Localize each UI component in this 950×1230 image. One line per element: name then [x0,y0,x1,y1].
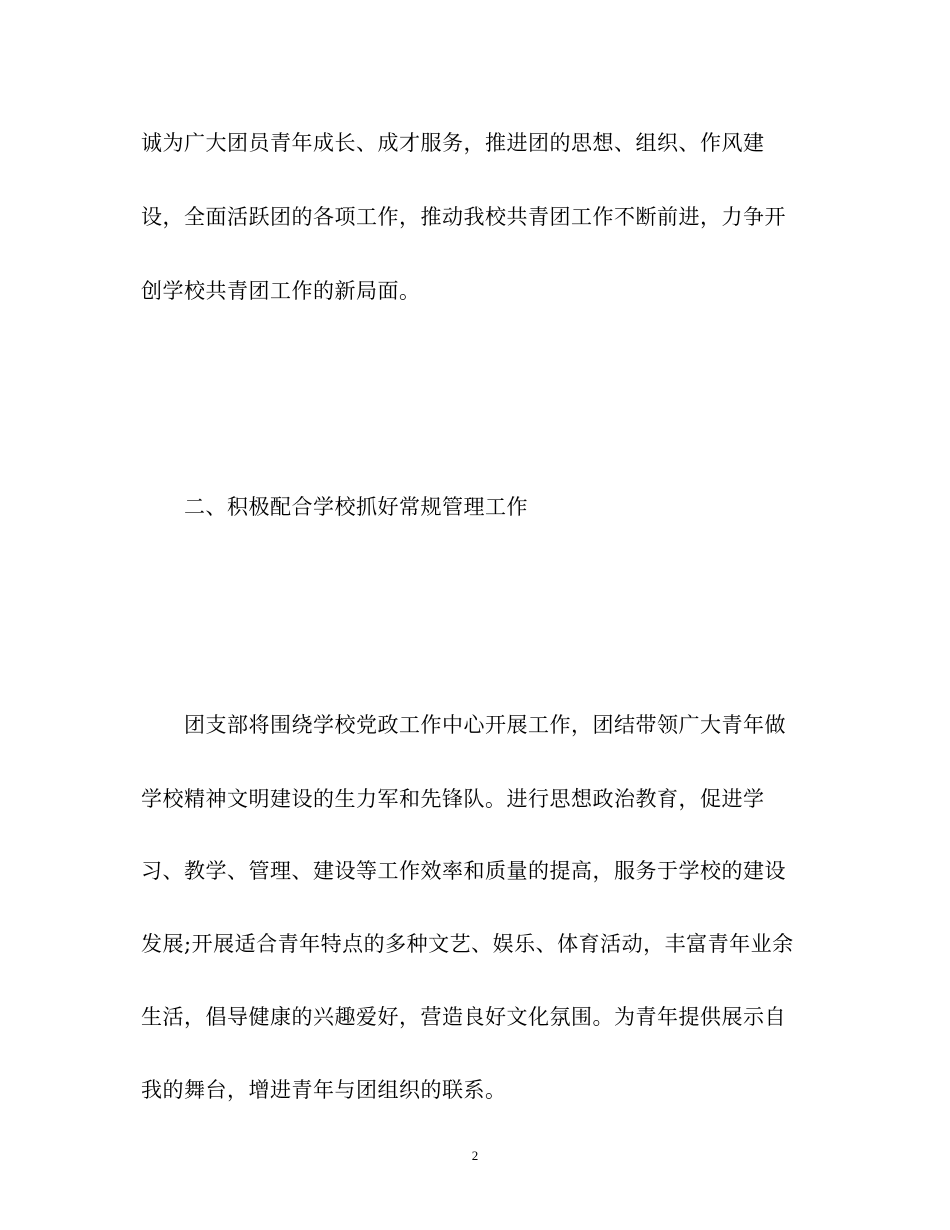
text-line: 诚为广大团员青年成长、成才服务，推进团的思想、组织、作风建 [141,131,765,155]
text-line: 学校精神文明建设的生力军和先锋队。进行思想政治教育，促进学 [141,787,765,811]
text-line: 团支部将围绕学校党政工作中心开展工作，团结带领广大青年做 [184,713,786,737]
text-line: 创学校共青团工作的新局面。 [141,279,421,303]
text-line: 生活，倡导健康的兴趣爱好，营造良好文化氛围。为青年提供展示自 [141,1005,786,1029]
page-number: 2 [471,1148,479,1163]
text-line: 发展;开展适合青年特点的多种文艺、娱乐、体育活动，丰富青年业余 [141,932,794,956]
section-heading: 二、积极配合学校抓好常规管理工作 [184,495,528,519]
text-line: 设，全面活跃团的各项工作，推动我校共青团工作不断前进，力争开 [141,205,786,229]
text-line: 我的舞台，增进青年与团组织的联系。 [141,1078,507,1102]
text-line: 习、教学、管理、建设等工作效率和质量的提高，服务于学校的建设 [141,859,786,883]
